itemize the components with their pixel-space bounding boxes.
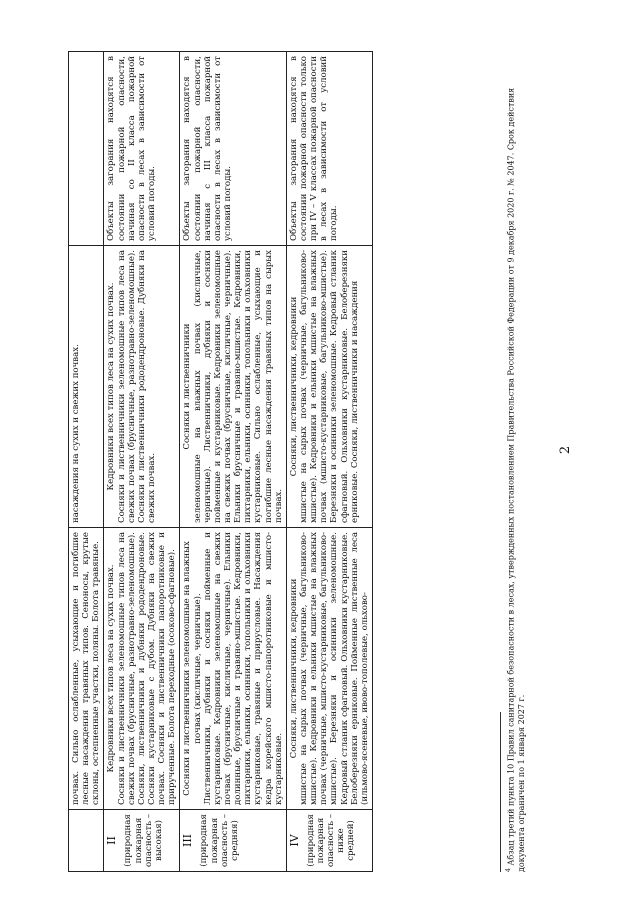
class-cell <box>104 810 180 872</box>
footnote-divider <box>500 712 501 872</box>
table-cell <box>69 246 104 528</box>
page-number: 2 <box>558 445 573 455</box>
footnote-text: Абзац третий пункта 10 Правил санитарной безопасности в лесах, утвержденных постановлением Правительства Российской Федерации от 9 декабря 2020 г. № 2047. Срок действия документа ограничен по 1 января 2027 г. <box>506 87 526 872</box>
class-number: IV <box>287 834 301 847</box>
cell-text: Лиственничники, дубняки и сосняки пойменные и кустарниковые. Кедровники зеленомошные на свежих почвах (брусничные, кисличные, черничные). Ельники долинные, брусничные и травяно-мшистые. Кедровники, пихтарники, ельники, осинники, топольники и ольховники кустарниковые, травяные и прирусловые. Насаждения кедра корейского мшисто-папоротниковые и мшисто-кустарниковые. <box>202 532 284 805</box>
class-number: III <box>181 833 195 848</box>
cell-text: зеленомошные на влажных почвах (кисличные, черничные). Лиственничники, дубняки и сосняки пойменные и кустарниковые. Кедровники зеленомошные на свежих почвах (брусничные, кисличные, черничные). Ельники брусничные и травяно-мшистые. Кедровники, пихтарники, ельники, осинники, топольники и ольховники кустарниковые. Сильно ослабленные, усыхающие и погибшие лесные насаждения травяных типов на сырых почвах. <box>192 250 284 523</box>
rotated-content <box>10 20 590 880</box>
table-cell <box>104 246 180 528</box>
cell-text: Сосняки и лиственничники зеленомошные типов леса на свежих почвах (брусничные, разнотравно-зеленомошные). Сосняки и лиственничники рододендроновые. Дубняки на свежих почвах. <box>116 250 157 523</box>
table-cell <box>286 246 372 528</box>
cell-text: насаждения на сухих и свежих почвах. <box>71 344 81 523</box>
cell-text: Объекты загорания находятся в состоянии пожарной опасности, начиная с III класса пожарной опасности в лесах в зависимости от условий погоды. <box>182 56 233 241</box>
table-cell <box>180 528 286 810</box>
table-cell <box>286 528 372 810</box>
cell-heading: Сосняки и лиственничники зеленомошные на влажных почвах (кисличные, черничные). <box>182 541 203 796</box>
table-cell <box>286 52 372 246</box>
class-cell <box>286 810 372 872</box>
class-number: II <box>105 836 119 845</box>
cell-heading: Кедровники всех типов леса на сухих почвах. <box>106 282 117 491</box>
class-cell <box>180 810 286 872</box>
cell-heading: Кедровники всех типов леса на сухих почвах. <box>106 564 117 773</box>
cell-heading: Сосняки, лиственничники, кедровники <box>288 578 299 759</box>
table-cell <box>180 52 286 246</box>
class-description: (природная пожарная опасность – средняя) <box>199 813 240 867</box>
table-row-carryover <box>69 52 104 872</box>
table-row-class-IV <box>286 52 372 872</box>
cell-heading: Сосняки, лиственничники, кедровники <box>288 296 299 477</box>
cell-text: Объекты загорания находятся в состоянии пожарной опасности, начиная со II класса пожарной опасности в лесах в зависимости от условий погоды. <box>106 56 157 241</box>
footnote <box>505 52 527 872</box>
table-cell <box>69 52 104 246</box>
cell-text: почвах. Сильно ослабленные, усыхающие и погибшие лесные насаждения травяных типов. Сеноносы, крутые склоны, остепненные участки, поляны. Болота травяные. <box>71 532 102 805</box>
cell-text: мшистые на сырых почвах (черничные, багульниково-мшистые). Кедровники и ельники мшистые на влажных почвах (мшисто-кустарниковые, багульниково-мшистые). Березняки и осинники зеленомошные. Кедровый стланик сфагновый. Ольховники кустарниковые. Белоберезняки ерниковые. Сосняки, лиственничники и насаждения <box>298 250 360 523</box>
table-row-class-II <box>104 52 180 872</box>
table-cell <box>69 528 104 810</box>
class-description: (природная пожарная опасность – высокая) <box>123 813 164 867</box>
class-description: (природная пожарная опасность – ниже средней) <box>305 813 357 867</box>
table-cell <box>180 246 286 528</box>
table-cell <box>104 528 180 810</box>
cell-text: Объекты загорания находятся в состоянии пожарной опасности только при IV – V классах пожарной опасности в лесах в зависимости от условий погоды. <box>288 56 340 241</box>
cell-heading: Сосняки и лиственничники <box>182 323 193 450</box>
fire-danger-table <box>68 51 373 872</box>
cell-text: мшистые на сырых почвах (черничные, багульниково-мшистые). Кедровники и ельники мшистые на влажных почвах (черничные, мшисто-кустарниковые, багульниково-мшистые). Березняки и осинники зеленомошные. Кедровый стланик сфагновый. Ольховники кустарниковые. Белоберезняки ерниковые. Пойменные лиственные леса (ильмово-ясеневые, ивово-тополевые, ольхово- <box>298 532 370 805</box>
table-row-class-III <box>180 52 286 872</box>
cell-text: Сосняки и лиственничники зеленомошные типов леса на свежих почвах (брусничные, разнотравно-зеленомошные). Сосняки, лиственничники и дубняки рододендроновые. Сосняки кустарниковые с дубом. Дубняки на свежих почвах. Сосняки и лиственничники папоротниковые и прирученные. Болота переходные (осоково-сфагновые). <box>116 532 178 805</box>
footnote-marker: 4 <box>505 868 512 872</box>
table-cell <box>104 52 180 246</box>
table-cell <box>69 810 104 872</box>
